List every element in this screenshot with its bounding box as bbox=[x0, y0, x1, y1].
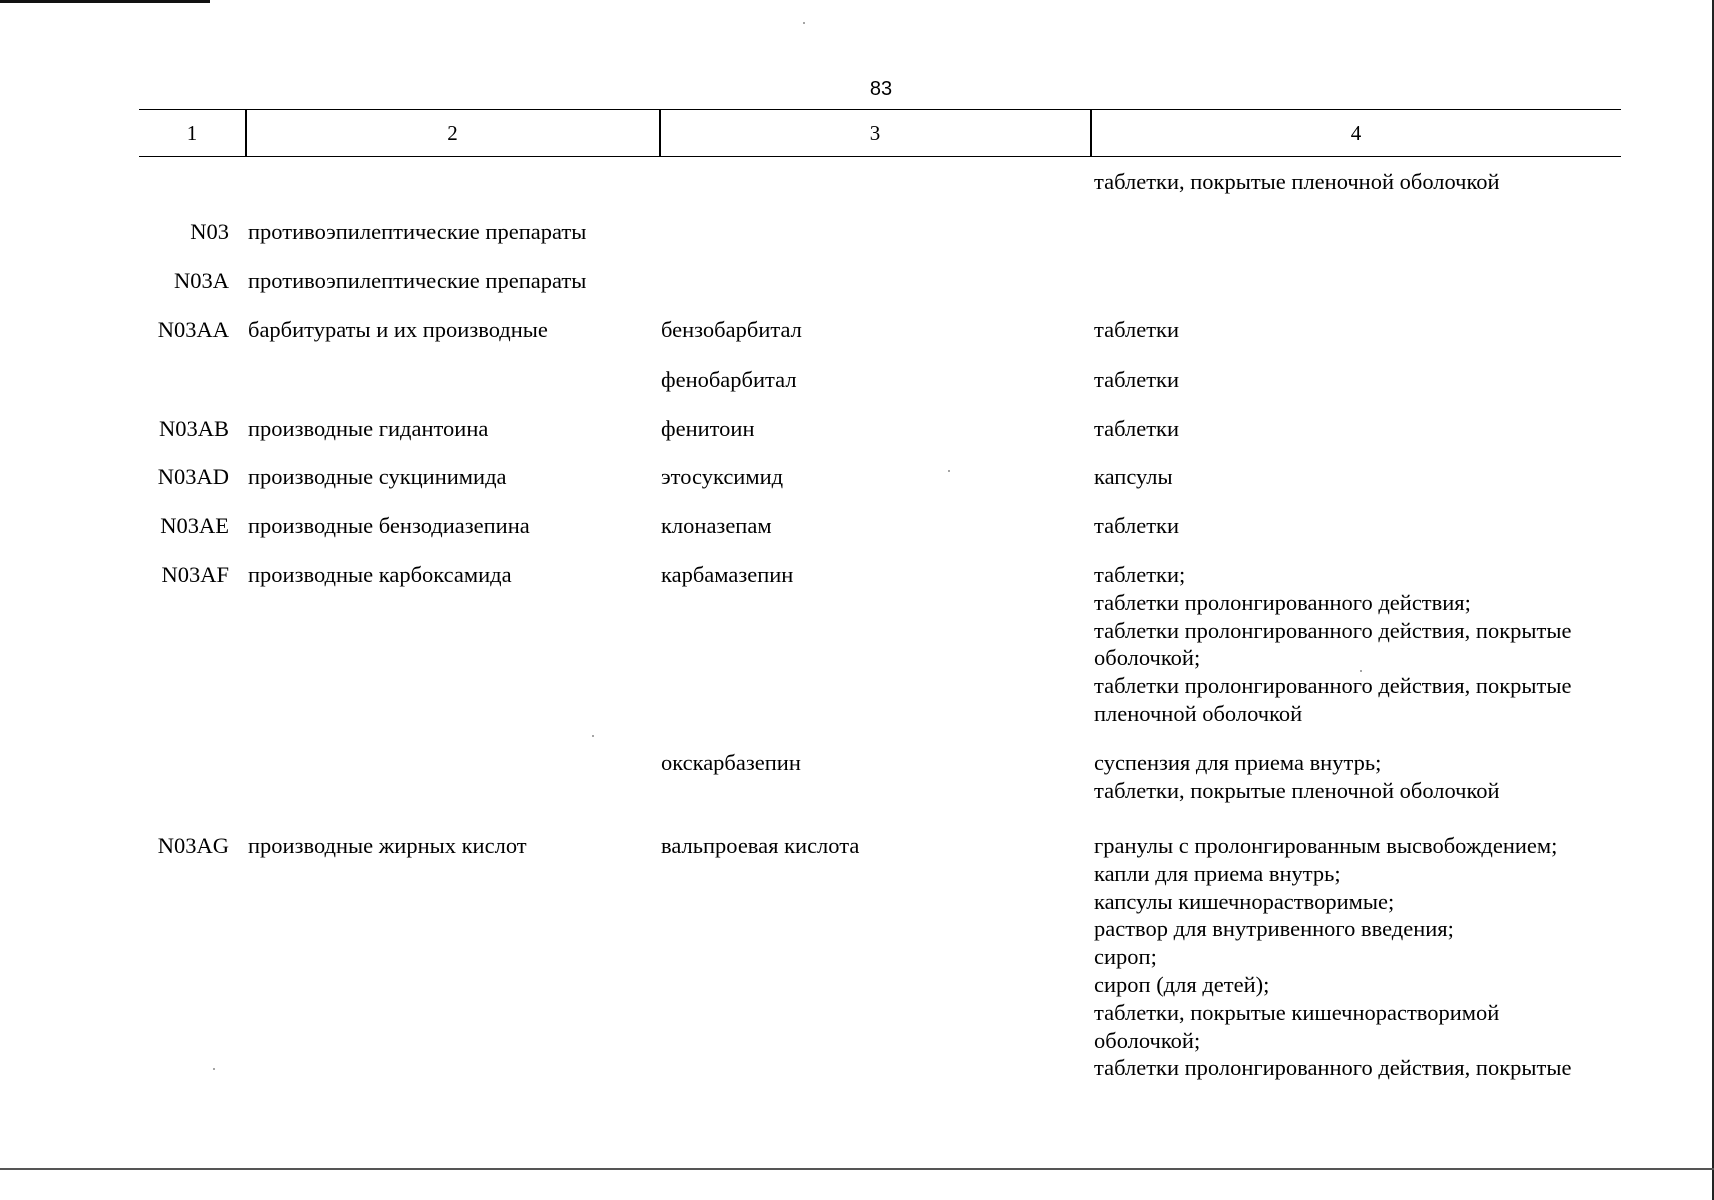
atc-code-cell: N03AG bbox=[157, 833, 229, 858]
drug-name-cell: фенитоин bbox=[661, 416, 755, 441]
atc-code-cell: N03AE bbox=[160, 513, 229, 538]
dosage-form-line: таблетки bbox=[1094, 367, 1180, 392]
dosage-form-line: капсулы кишечнорастворимые; bbox=[1094, 888, 1395, 914]
scan-speck bbox=[948, 470, 950, 472]
dosage-form-line: оболочкой; bbox=[1094, 645, 1201, 671]
page-number: 83 bbox=[869, 78, 893, 100]
scan-speck bbox=[592, 735, 594, 737]
dosage-form-line: сироп; bbox=[1094, 944, 1157, 970]
dosage-form-line: таблетки пролонгированного действия, покрытые bbox=[1094, 673, 1572, 699]
atc-group-cell: производные карбоксамида bbox=[248, 562, 512, 587]
drug-name-cell: бензобарбитал bbox=[661, 317, 802, 342]
atc-code-cell: N03A bbox=[174, 268, 229, 293]
atc-group-cell: барбитураты и их производные bbox=[248, 317, 548, 342]
dosage-form-line: таблетки bbox=[1094, 416, 1180, 441]
atc-group-cell: противоэпилептические препараты bbox=[248, 268, 587, 293]
drug-name-cell: клоназепам bbox=[661, 513, 772, 538]
dosage-form-line: раствор для внутривенного введения; bbox=[1094, 916, 1454, 942]
atc-code-cell: N03 bbox=[190, 219, 229, 244]
atc-group-cell: производные гидантоина bbox=[248, 416, 489, 441]
scan-speck bbox=[213, 1068, 215, 1070]
dosage-form-line: капли для приема внутрь; bbox=[1094, 860, 1341, 886]
scan-edge-top bbox=[0, 0, 210, 3]
dosage-form-line: таблетки bbox=[1094, 513, 1180, 538]
table-header bbox=[139, 109, 1621, 157]
drug-name-cell: окскарбазепин bbox=[661, 750, 801, 775]
column-header-3: 3 bbox=[869, 121, 881, 145]
atc-group-cell: производные сукцинимида bbox=[248, 464, 507, 489]
atc-group-cell: производные бензодиазепина bbox=[248, 513, 530, 538]
atc-group-cell: производные жирных кислот bbox=[248, 833, 527, 858]
dosage-form-line: таблетки пролонгированного действия, покрытые bbox=[1094, 617, 1572, 643]
drug-name-cell: вальпроевая кислота bbox=[661, 833, 860, 858]
dosage-form-line: таблетки; bbox=[1094, 562, 1186, 587]
drug-name-cell: фенобарбитал bbox=[661, 367, 797, 392]
atc-code-cell: N03AB bbox=[158, 416, 229, 441]
atc-code-cell: N03AD bbox=[157, 464, 229, 489]
dosage-form-line: сироп (для детей); bbox=[1094, 972, 1270, 997]
column-header-1: 1 bbox=[186, 121, 198, 145]
dosage-form-line: таблетки, покрытые кишечнорастворимой bbox=[1094, 999, 1500, 1025]
dosage-form-line: таблетки, покрытые пленочной оболочкой bbox=[1094, 169, 1500, 194]
dosage-form-line: таблетки пролонгированного действия; bbox=[1094, 589, 1471, 615]
dosage-form-line: пленочной оболочкой bbox=[1094, 701, 1303, 726]
dosage-form-line: таблетки, покрытые пленочной оболочкой bbox=[1094, 777, 1500, 803]
dosage-form-line: капсулы bbox=[1094, 464, 1173, 489]
drug-name-cell: карбамазепин bbox=[661, 562, 794, 587]
dosage-form-line: оболочкой; bbox=[1094, 1027, 1201, 1053]
dosage-form-line: гранулы с пролонгированным высвобождением; bbox=[1094, 833, 1558, 858]
column-header-4: 4 bbox=[1350, 121, 1362, 145]
scan-edge-bottom bbox=[0, 1168, 1714, 1170]
scan-speck bbox=[1360, 670, 1362, 672]
scan-speck bbox=[803, 22, 805, 24]
dosage-form-line: таблетки bbox=[1094, 317, 1180, 342]
atc-group-cell: противоэпилептические препараты bbox=[248, 219, 587, 244]
atc-code-cell: N03AA bbox=[157, 317, 229, 342]
column-header-2: 2 bbox=[447, 121, 458, 145]
drug-name-cell: этосуксимид bbox=[661, 464, 784, 489]
dosage-form-line: суспензия для приема внутрь; bbox=[1094, 750, 1382, 775]
atc-code-cell: N03AF bbox=[161, 562, 229, 587]
dosage-form-line: таблетки пролонгированного действия, покрытые bbox=[1094, 1055, 1572, 1081]
